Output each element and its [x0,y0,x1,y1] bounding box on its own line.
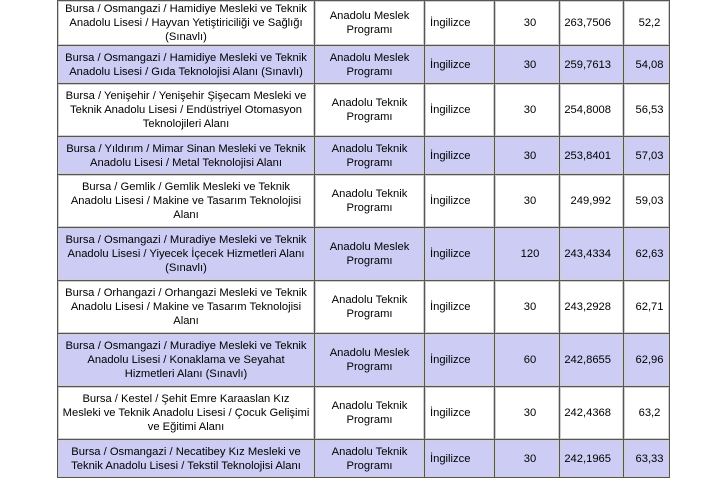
program-cell: Anadolu Teknik Programı [315,281,425,334]
capacity-cell: 30 [495,1,560,46]
school-cell: Bursa / Osmangazi / Muradiye Mesleki ve Teknik Anadolu Lisesi / Konaklama ve Seyahat Hizmetleri Alanı (Sınavlı) [58,334,315,387]
language-cell: İngilizce [425,334,495,387]
score-cell: 263,7506 [560,1,624,46]
capacity-cell: 30 [495,137,560,175]
capacity-cell: 30 [495,46,560,84]
program-cell: Anadolu Meslek Programı [315,1,425,46]
table-row [58,46,670,84]
program-cell: Anadolu Teknik Programı [315,84,425,137]
program-cell: Anadolu Meslek Programı [315,228,425,281]
percentile-cell: 59,03 [624,175,670,228]
program-cell: Anadolu Meslek Programı [315,46,425,84]
percentile-cell: 62,71 [624,281,670,334]
percentile-cell: 63,33 [624,440,670,478]
score-cell: 253,8401 [560,137,624,175]
program-cell: Anadolu Teknik Programı [315,137,425,175]
table-row [58,334,670,387]
language-cell: İngilizce [425,440,495,478]
capacity-cell: 30 [495,84,560,137]
language-cell: İngilizce [425,46,495,84]
school-cell: Bursa / Kestel / Şehit Emre Karaaslan Kız Mesleki ve Teknik Anadolu Lisesi / Çocuk Gelişimi ve Eğitimi Alanı [58,387,315,440]
table-row [58,1,670,46]
table-row [58,440,670,478]
capacity-cell: 60 [495,334,560,387]
table-row [58,281,670,334]
score-cell: 249,992 [560,175,624,228]
percentile-cell: 56,53 [624,84,670,137]
percentile-cell: 54,08 [624,46,670,84]
capacity-cell: 30 [495,387,560,440]
program-cell: Anadolu Teknik Programı [315,440,425,478]
table-row [58,228,670,281]
percentile-cell: 63,2 [624,387,670,440]
school-cell: Bursa / Osmangazi / Muradiye Mesleki ve Teknik Anadolu Lisesi / Yiyecek İçecek Hizmetleri Alanı (Sınavlı) [58,228,315,281]
program-cell: Anadolu Teknik Programı [315,387,425,440]
language-cell: İngilizce [425,175,495,228]
language-cell: İngilizce [425,137,495,175]
language-cell: İngilizce [425,387,495,440]
capacity-cell: 30 [495,281,560,334]
language-cell: İngilizce [425,1,495,46]
language-cell: İngilizce [425,84,495,137]
capacity-cell: 120 [495,228,560,281]
school-cell: Bursa / Orhangazi / Orhangazi Mesleki ve Teknik Anadolu Lisesi / Makine ve Tasarım Teknolojisi Alanı [58,281,315,334]
score-cell: 254,8008 [560,84,624,137]
table-row [58,175,670,228]
school-cell: Bursa / Osmangazi / Hamidiye Mesleki ve Teknik Anadolu Lisesi / Gıda Teknolojisi Alanı (Sınavlı) [58,46,315,84]
score-cell: 242,8655 [560,334,624,387]
score-cell: 259,7613 [560,46,624,84]
capacity-cell: 30 [495,440,560,478]
school-cell: Bursa / Yıldırım / Mimar Sinan Mesleki ve Teknik Anadolu Lisesi / Metal Teknolojisi Alanı [58,137,315,175]
school-cell: Bursa / Gemlik / Gemlik Mesleki ve Teknik Anadolu Lisesi / Makine ve Tasarım Teknolojisi Alanı [58,175,315,228]
table-row [58,84,670,137]
percentile-cell: 52,2 [624,1,670,46]
score-cell: 242,1965 [560,440,624,478]
program-cell: Anadolu Meslek Programı [315,334,425,387]
percentile-cell: 62,96 [624,334,670,387]
results-table [57,0,670,478]
capacity-cell: 30 [495,175,560,228]
school-cell: Bursa / Osmangazi / Necatibey Kız Mesleki ve Teknik Anadolu Lisesi / Tekstil Teknolojisi Alanı [58,440,315,478]
score-cell: 243,4334 [560,228,624,281]
language-cell: İngilizce [425,228,495,281]
results-table-wrapper [57,0,670,478]
school-cell: Bursa / Yenişehir / Yenişehir Şişecam Mesleki ve Teknik Anadolu Lisesi / Endüstriyel Otomasyon Teknolojileri Alanı [58,84,315,137]
percentile-cell: 62,63 [624,228,670,281]
school-cell: Bursa / Osmangazi / Hamidiye Mesleki ve Teknik Anadolu Lisesi / Hayvan Yetiştiriciliği ve Sağlığı (Sınavlı) [58,1,315,46]
table-row [58,387,670,440]
language-cell: İngilizce [425,281,495,334]
program-cell: Anadolu Teknik Programı [315,175,425,228]
percentile-cell: 57,03 [624,137,670,175]
score-cell: 243,2928 [560,281,624,334]
score-cell: 242,4368 [560,387,624,440]
table-row [58,137,670,175]
